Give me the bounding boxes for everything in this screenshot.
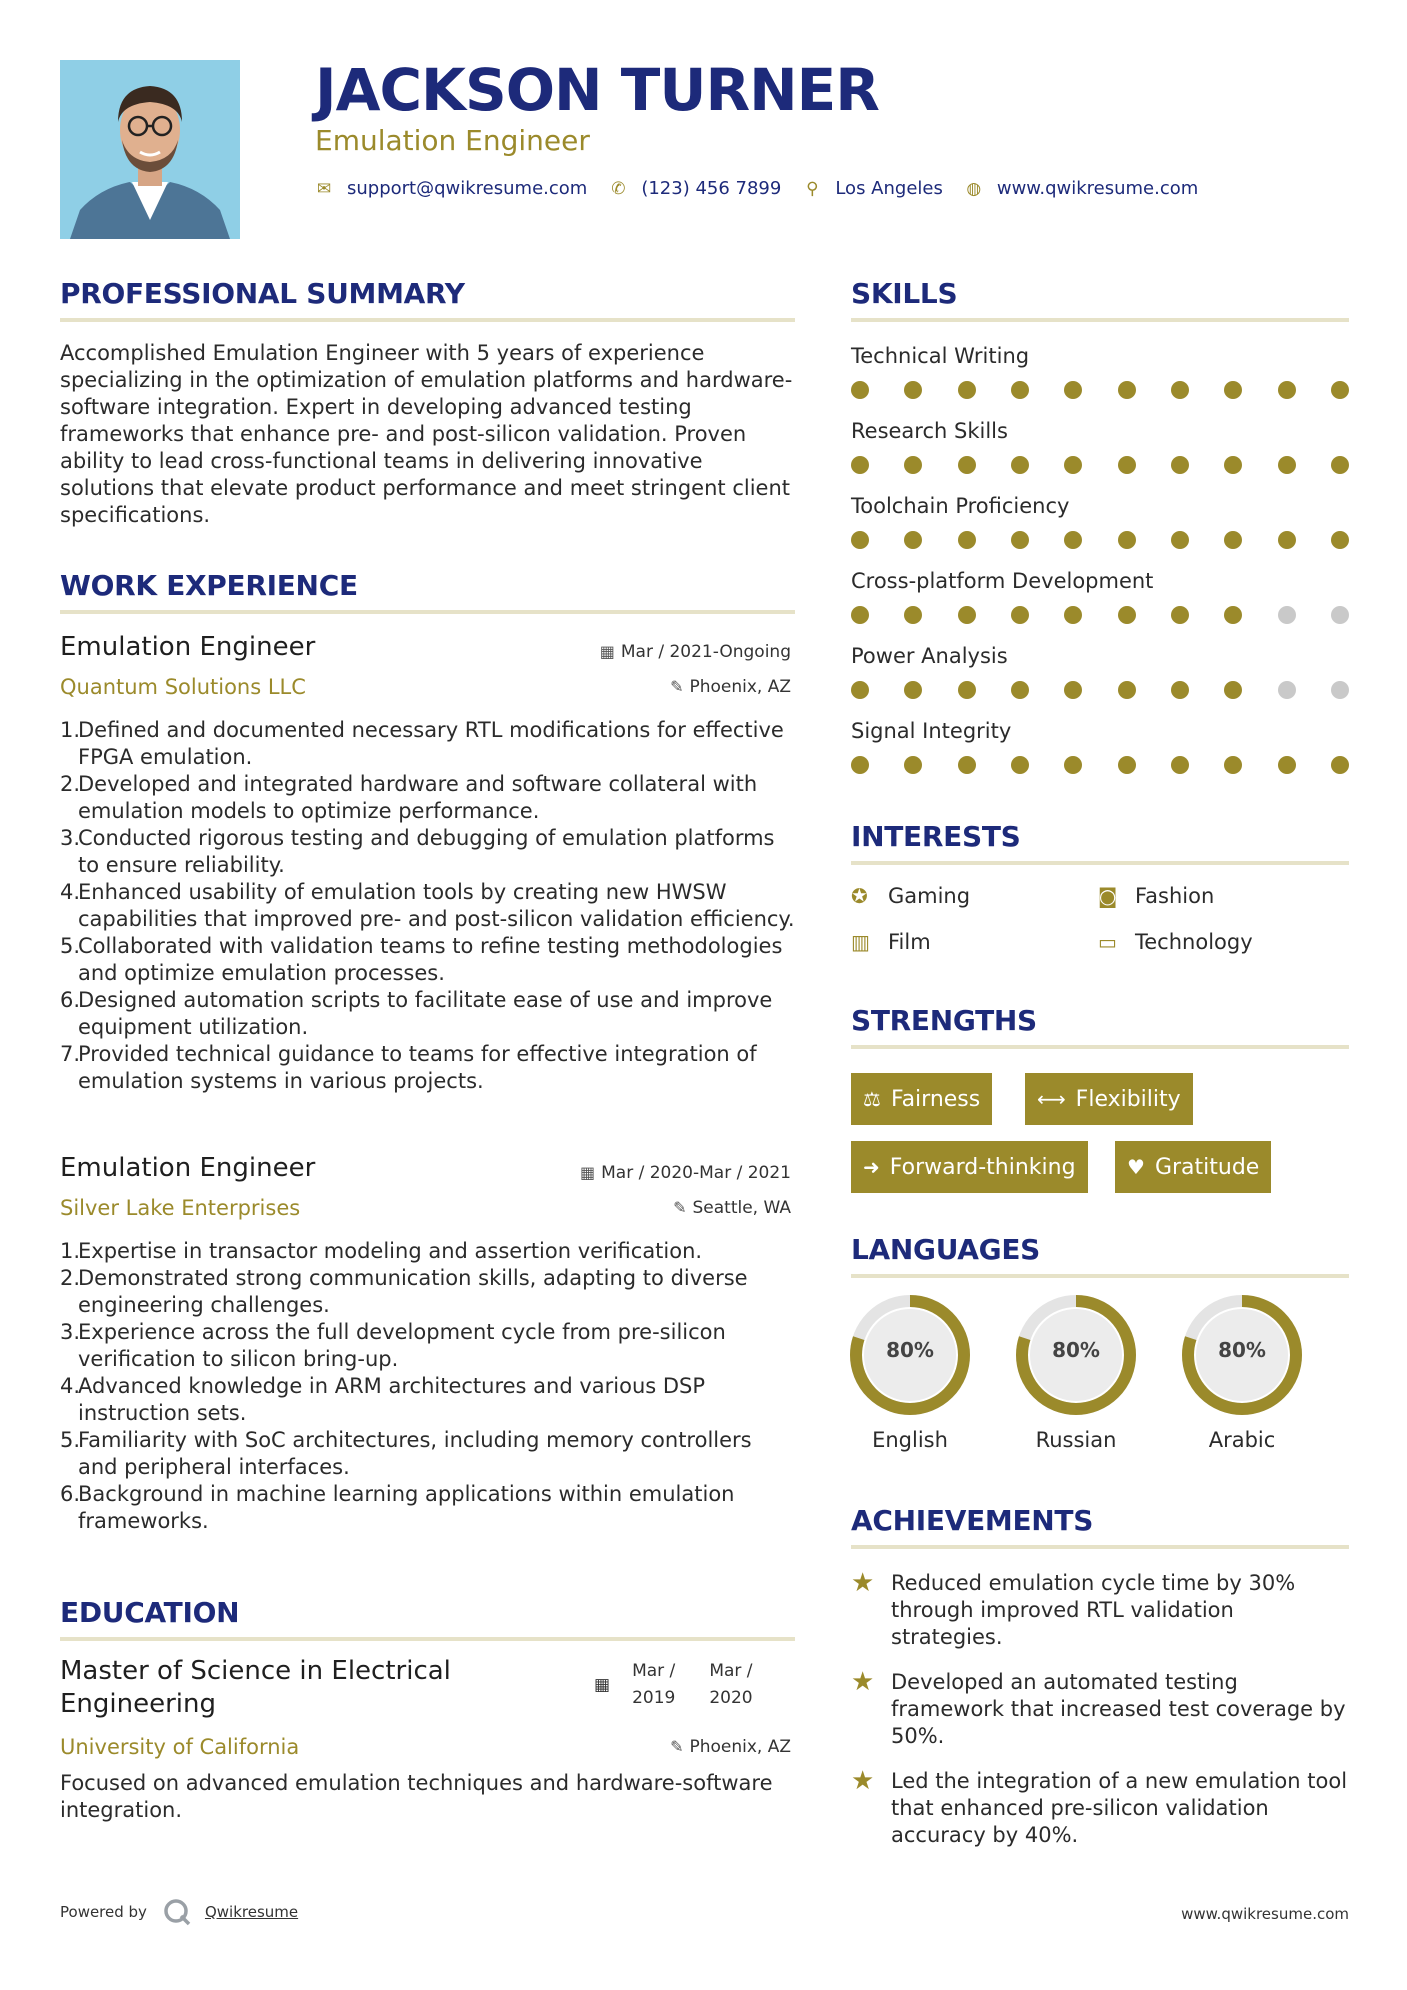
job-bullets: [60, 717, 795, 1095]
skill-dot-filled: [958, 531, 976, 549]
skill-dot-filled: [1064, 681, 1082, 699]
list-item: 5. Collaborated with validation teams to refine testing methodologies and optimize emulation processes.: [60, 934, 783, 985]
balance-scale-icon: ⚖: [863, 1087, 881, 1111]
skill-dot-filled: [1118, 606, 1136, 624]
skill-dot-filled: [1278, 456, 1296, 474]
skill-dot-filled: [1118, 381, 1136, 399]
skill-name: Signal Integrity: [851, 719, 1012, 743]
list-item: 3. Experience across the full development cycle from pre-silicon verification to silicon bring-up.: [60, 1320, 726, 1371]
language-percent: 80%: [1052, 1338, 1100, 1362]
skill-rating: [851, 381, 1349, 401]
achievement-item: ★ Led the integration of a new emulation tool that enhanced pre-silicon validation accuracy by 40%.: [851, 1766, 1348, 1847]
contact-location: Los Angeles: [835, 178, 943, 199]
skill-name: Cross-platform Development: [851, 569, 1154, 593]
skill-dot-filled: [1224, 606, 1242, 624]
skill-dot-filled: [1011, 681, 1029, 699]
skill-dot-filled: [1171, 756, 1189, 774]
language-name: Arabic: [1208, 1428, 1276, 1452]
contact-email[interactable]: support@qwikresume.com: [347, 178, 588, 199]
skill-dot-filled: [851, 456, 869, 474]
calendar-icon: ▦: [594, 1675, 611, 1695]
list-item: 6. Background in machine learning applications within emulation frameworks.: [60, 1482, 735, 1533]
job-dates: ▦ Mar / 2021-Ongoing: [599, 642, 791, 662]
skill-dot-filled: [1278, 381, 1296, 399]
footer-website[interactable]: www.qwikresume.com: [1181, 1905, 1349, 1923]
skill-dot-filled: [851, 381, 869, 399]
language-percent: 80%: [1218, 1338, 1266, 1362]
section-heading-experience: WORK EXPERIENCE: [60, 569, 358, 602]
section-heading-languages: LANGUAGES: [851, 1233, 1041, 1266]
heart-icon: ♥: [1127, 1155, 1145, 1179]
skill-dot-filled: [1118, 756, 1136, 774]
job-bullets: [60, 1238, 795, 1535]
film-icon: ▥: [851, 930, 870, 954]
skill-dot-empty: [1278, 681, 1296, 699]
list-item: 1. Defined and documented necessary RTL modifications for effective FPGA emulation.: [60, 718, 784, 769]
skill-rating: [851, 756, 1349, 776]
list-item: 4. Enhanced usability of emulation tools by creating new HWSW capabilities that improved pre- and post-silicon validation efficiency.: [60, 880, 795, 931]
skill-dot-filled: [1011, 756, 1029, 774]
language-item: [849, 1294, 971, 1452]
job-title: Emulation Engineer: [60, 1153, 316, 1183]
section-heading-achievements: ACHIEVEMENTS: [851, 1504, 1094, 1537]
skill-dot-filled: [958, 681, 976, 699]
skill-dot-filled: [851, 756, 869, 774]
laptop-icon: ▭: [1098, 930, 1117, 954]
skill-name: Research Skills: [851, 419, 1008, 443]
skill-name: Power Analysis: [851, 644, 1008, 668]
skill-dot-filled: [1118, 456, 1136, 474]
skill-rating: [851, 606, 1349, 626]
section-divider: [851, 861, 1349, 865]
skill-dot-filled: [851, 531, 869, 549]
skill-dot-filled: [1278, 531, 1296, 549]
skill-rating: [851, 456, 1349, 476]
section-divider: [60, 610, 795, 614]
skill-dot-filled: [904, 531, 922, 549]
achievement-item: ★ Reduced emulation cycle time by 30% through improved RTL validation strategies.: [851, 1568, 1296, 1649]
strength-badge: ♥ Gratitude: [1115, 1141, 1271, 1193]
section-divider: [851, 318, 1349, 322]
contact-website[interactable]: www.qwikresume.com: [996, 178, 1199, 199]
section-divider: [60, 318, 795, 322]
skill-dot-filled: [1224, 531, 1242, 549]
list-item: 7. Provided technical guidance to teams for effective integration of emulation systems in various projects.: [60, 1042, 757, 1093]
degree-title: Master of Science in Electrical Engineering: [60, 1656, 451, 1719]
list-item: 2. Developed and integrated hardware and software collateral with emulation models to optimize performance.: [60, 772, 758, 823]
skill-dot-empty: [1278, 606, 1296, 624]
skill-dot-filled: [1011, 606, 1029, 624]
skill-dot-filled: [1171, 381, 1189, 399]
list-item: 5. Familiarity with SoC architectures, including memory controllers and peripheral interfaces.: [60, 1428, 752, 1479]
skill-dot-filled: [958, 606, 976, 624]
section-divider: [851, 1045, 1349, 1049]
skill-dot-empty: [1331, 606, 1349, 624]
phone-icon: ✆: [611, 178, 626, 199]
skill-dot-filled: [1011, 531, 1029, 549]
pin-icon: ✎: [673, 1198, 687, 1217]
section-divider: [851, 1274, 1349, 1278]
skill-rating: [851, 531, 1349, 551]
globe-icon: ◍: [966, 178, 982, 199]
job-location: ✎ Phoenix, AZ: [670, 677, 791, 697]
skill-dot-filled: [904, 681, 922, 699]
skill-rating: [851, 681, 1349, 701]
skill-dot-filled: [1064, 756, 1082, 774]
interest-item: ▥ Film: [851, 930, 931, 954]
map-marker-icon: ⚲: [806, 178, 819, 199]
pin-icon: ✎: [670, 1737, 684, 1756]
skill-dot-filled: [1331, 381, 1349, 399]
pin-icon: ✎: [670, 677, 684, 696]
skill-dot-filled: [1278, 756, 1296, 774]
arrows-horizontal-icon: ⟷: [1037, 1087, 1066, 1111]
list-item: 4. Advanced knowledge in ARM architectures and various DSP instruction sets.: [60, 1374, 706, 1425]
job-title: Emulation Engineer: [60, 632, 316, 662]
company-name: Silver Lake Enterprises: [60, 1196, 301, 1220]
skill-dot-empty: [1331, 681, 1349, 699]
list-item: 1. Expertise in transactor modeling and assertion verification.: [60, 1239, 703, 1263]
education-dates: ▦ Mar / 2019 Mar / 2020: [594, 1658, 775, 1712]
skill-dot-filled: [1224, 381, 1242, 399]
skill-dot-filled: [1118, 531, 1136, 549]
calendar-icon: ▦: [579, 1163, 596, 1182]
skill-dot-filled: [1331, 756, 1349, 774]
skill-name: Technical Writing: [851, 344, 1030, 368]
skill-dot-filled: [1331, 456, 1349, 474]
summary-text: Accomplished Emulation Engineer with 5 years of experience specializing in the optimization of emulation platforms and hardware-software integration. Expert in developing advanced testing frameworks that enhance pre- and post-silicon validation. Proven ability to lead cross-functional teams in delivering innovative solutions that elevate product performance and meet stringent client specifications.: [60, 341, 793, 527]
brand-link[interactable]: Qwikresume: [204, 1903, 299, 1921]
skill-dot-filled: [958, 756, 976, 774]
education-location: ✎ Phoenix, AZ: [670, 1737, 791, 1757]
list-item: 3. Conducted rigorous testing and debugging of emulation platforms to ensure reliability.: [60, 826, 775, 877]
language-item: [1015, 1294, 1137, 1452]
skill-dot-filled: [1011, 456, 1029, 474]
contact-bar: [315, 178, 1220, 199]
skill-dot-filled: [851, 606, 869, 624]
profile-photo: [60, 60, 240, 239]
job-dates: ▦ Mar / 2020-Mar / 2021: [579, 1163, 791, 1183]
language-name: Russian: [1035, 1428, 1117, 1452]
strength-badge: ➜ Forward-thinking: [851, 1141, 1088, 1193]
achievement-item: ★ Developed an automated testing framework that increased test coverage by 50%.: [851, 1667, 1346, 1748]
skill-dot-filled: [1224, 681, 1242, 699]
skill-dot-filled: [1171, 531, 1189, 549]
strength-badge: ⟷ Flexibility: [1025, 1073, 1193, 1125]
skill-dot-filled: [904, 456, 922, 474]
contact-phone[interactable]: (123) 456 7899: [641, 178, 782, 199]
skill-dot-filled: [1064, 456, 1082, 474]
section-heading-interests: INTERESTS: [851, 820, 1021, 853]
calendar-icon: ▦: [599, 642, 615, 661]
section-divider: [851, 1545, 1349, 1549]
skill-dot-filled: [904, 606, 922, 624]
interest-item: ✪ Gaming: [851, 884, 971, 908]
language-item: [1181, 1294, 1303, 1452]
skill-dot-filled: [1064, 606, 1082, 624]
candidate-name: JACKSON TURNER: [315, 56, 879, 124]
star-icon: ★: [851, 1667, 875, 1697]
section-divider: [60, 1637, 795, 1641]
star-icon: ★: [851, 1766, 875, 1796]
interest-item: ▭ Technology: [1098, 930, 1253, 954]
education-description: Focused on advanced emulation techniques and hardware-software integration.: [60, 1771, 773, 1822]
skill-dot-filled: [1171, 456, 1189, 474]
skill-dot-filled: [1171, 606, 1189, 624]
candidate-title: Emulation Engineer: [315, 124, 590, 157]
skill-dot-filled: [851, 681, 869, 699]
skill-name: Toolchain Proficiency: [851, 494, 1070, 518]
list-item: 2. Demonstrated strong communication skills, adapting to diverse engineering challenges.: [60, 1266, 748, 1317]
section-heading-summary: PROFESSIONAL SUMMARY: [60, 277, 465, 310]
skill-dot-filled: [958, 381, 976, 399]
company-name: Quantum Solutions LLC: [60, 675, 306, 699]
skill-dot-filled: [1064, 531, 1082, 549]
language-name: English: [872, 1428, 948, 1452]
school-name: University of California: [60, 1735, 300, 1759]
section-heading-strengths: STRENGTHS: [851, 1004, 1037, 1037]
gamepad-icon: ✪: [851, 884, 868, 908]
language-percent: 80%: [886, 1338, 934, 1362]
qwikresume-logo-icon: [163, 1898, 191, 1926]
skill-dot-filled: [1064, 381, 1082, 399]
envelope-icon: ✉: [316, 178, 332, 199]
star-icon: ★: [851, 1568, 875, 1598]
skill-dot-filled: [904, 381, 922, 399]
interest-item: ◙ Fashion: [1098, 884, 1215, 908]
job-location: ✎ Seattle, WA: [673, 1198, 791, 1218]
arrow-right-icon: ➜: [863, 1155, 880, 1179]
shopping-bag-icon: ◙: [1098, 884, 1118, 908]
skill-dot-filled: [958, 456, 976, 474]
section-heading-education: EDUCATION: [60, 1596, 240, 1629]
skill-dot-filled: [1224, 456, 1242, 474]
skill-dot-filled: [1011, 381, 1029, 399]
skill-dot-filled: [1224, 756, 1242, 774]
footer-powered-by: Powered by Qwikresume: [60, 1898, 298, 1926]
section-heading-skills: SKILLS: [851, 277, 958, 310]
strength-badge: ⚖ Fairness: [851, 1073, 992, 1125]
skill-dot-filled: [1171, 681, 1189, 699]
skill-dot-filled: [1118, 681, 1136, 699]
list-item: 6. Designed automation scripts to facilitate ease of use and improve equipment utilization.: [60, 988, 773, 1039]
skill-dot-filled: [1331, 531, 1349, 549]
skill-dot-filled: [904, 756, 922, 774]
